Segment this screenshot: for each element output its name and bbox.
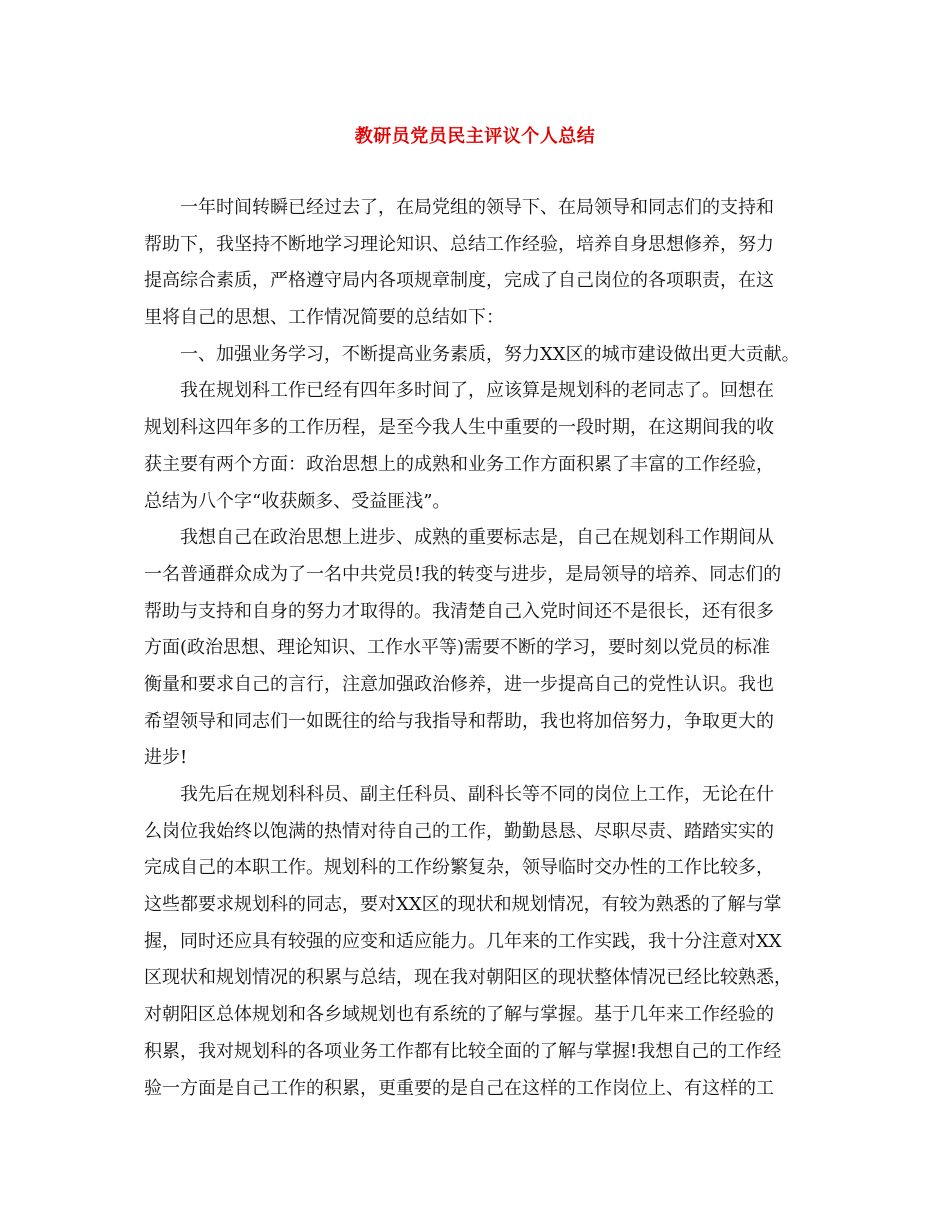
text-line: 希望领导和同志们一如既往的给与我指导和帮助，我也将加倍努力，争取更大的 — [144, 710, 774, 732]
text-line: 帮助下，我坚持不断地学习理论知识、总结工作经验，培养自身思想修养，努力 — [144, 233, 774, 255]
text-line: 总结为八个字“收获颇多、受益匪浅”。 — [144, 490, 451, 512]
text-line: 这些都要求规划科的同志，要对XX区的现状和规划情况，有较为熟悉的了解与掌 — [144, 894, 782, 916]
text-line: 积累，我对规划科的各项业务工作都有比较全面的了解与掌握!我想自己的工作经 — [144, 1040, 782, 1062]
text-line: 完成自己的本职工作。规划科的工作纷繁复杂，领导临时交办性的工作比较多， — [144, 857, 774, 879]
text-line: 我在规划科工作已经有四年多时间了，应该算是规划科的老同志了。回想在 — [180, 380, 774, 402]
text-line: 么岗位我始终以饱满的热情对待自己的工作，勤勤恳恳、尽职尽责、踏踏实实的 — [144, 820, 774, 842]
text-line: 一名普通群众成为了一名中共党员!我的转变与进步，是局领导的培养、同志们的 — [144, 563, 782, 585]
text-line: 我想自己在政治思想上进步、成熟的重要标志是，自己在规划科工作期间从 — [180, 527, 774, 549]
text-line: 获主要有两个方面：政治思想上的成熟和业务工作方面积累了丰富的工作经验， — [144, 453, 774, 475]
text-line: 验一方面是自己工作的积累，更重要的是自己在这样的工作岗位上、有这样的工 — [144, 1077, 774, 1099]
text-line: 握，同时还应具有较强的应变和适应能力。几年来的工作实践，我十分注意对XX — [144, 930, 782, 952]
text-line: 方面(政治思想、理论知识、工作水平等)需要不断的学习，要时刻以党员的标准 — [144, 637, 771, 659]
text-line: 提高综合素质，严格遵守局内各项规章制度，完成了自己岗位的各项职责，在这 — [144, 270, 774, 292]
document-body — [144, 190, 824, 1107]
text-line: 里将自己的思想、工作情况简要的总结如下： — [144, 307, 504, 329]
text-line: 区现状和规划情况的积累与总结，现在我对朝阳区的现状整体情况已经比较熟悉， — [144, 967, 792, 989]
text-line: 规划科这四年多的工作历程，是至今我人生中重要的一段时期，在这期间我的收 — [144, 417, 774, 439]
document-title: 教研员党员民主评议个人总结 — [354, 126, 596, 147]
text-line: 我先后在规划科科员、副主任科员、副科长等不同的岗位上工作，无论在什 — [180, 784, 774, 805]
text-line: 衡量和要求自己的言行，注意加强政治修养，进一步提高自己的党性认识。我也 — [144, 673, 774, 695]
text-line: 一年时间转瞬已经过去了，在局党组的领导下、在局领导和同志们的支持和 — [180, 197, 774, 218]
text-line: 一、加强业务学习，不断提高业务素质，努力XX区的城市建设做出更大贡献。 — [180, 343, 800, 365]
text-line: 对朝阳区总体规划和各乡域规划也有系统的了解与掌握。基于几年来工作经验的 — [144, 1004, 774, 1026]
text-line: 帮助与支持和自身的努力才取得的。我清楚自己入党时间还不是很长，还有很多 — [144, 600, 774, 622]
text-line: 进步! — [144, 747, 188, 769]
